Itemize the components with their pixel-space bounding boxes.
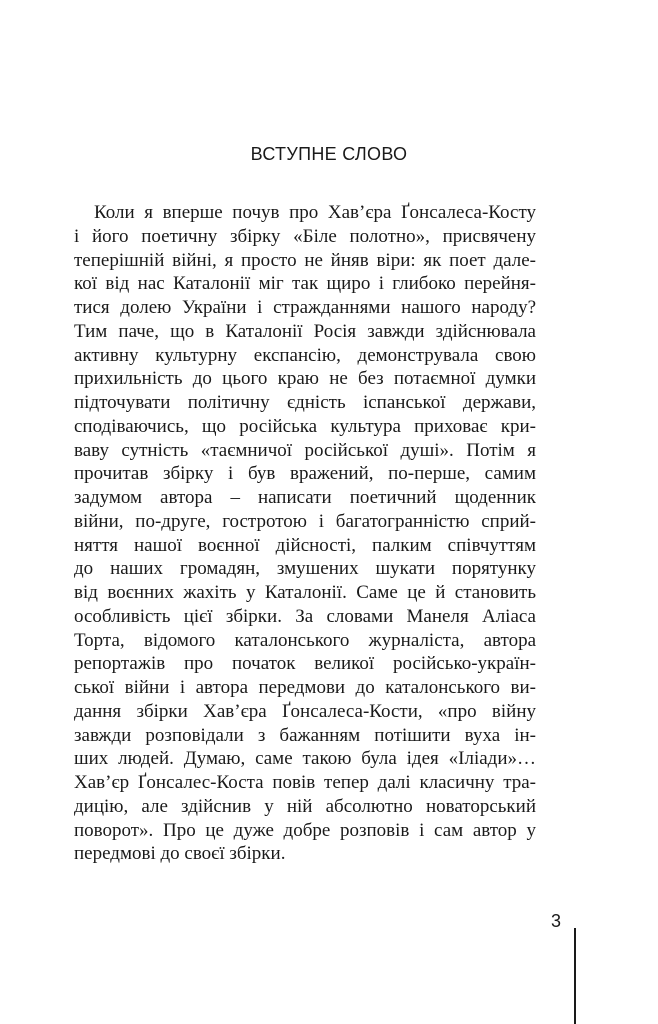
paragraph-line: війни, по-друге, гостротою і багатогранністю сприй- bbox=[74, 510, 536, 532]
paragraph-line: Хав’єр Ґонсалес-Коста повів тепер далі класичну тра- bbox=[74, 772, 536, 793]
body-paragraph bbox=[74, 201, 536, 866]
paragraph-line: репортажів про початок великої російсько-україн- bbox=[74, 653, 536, 675]
paragraph-line: Коли я вперше почув про Хав’єра Ґонсалеса-Косту bbox=[94, 202, 536, 223]
paragraph-line: кої від нас Каталонії міг так щиро і глибоко перейня- bbox=[74, 273, 536, 295]
paragraph-line: ваву сутність «таємничої російської душі». Потім я bbox=[74, 439, 536, 461]
paragraph-line: активну культурну експансію, демонструвала свою bbox=[74, 344, 536, 366]
paragraph-line: підточувати політичну єдність іспанської держави, bbox=[74, 392, 536, 413]
paragraph-line: і його поетичну збірку «Біле полотно», присвячену bbox=[74, 225, 536, 247]
paragraph-line: ших людей. Думаю, саме такою була ідея «Іліади»… bbox=[74, 748, 536, 770]
page-number: 3 bbox=[551, 911, 562, 931]
paragraph-line: сподіваючись, що російська культура приховає кри- bbox=[74, 415, 536, 437]
paragraph-line: від воєнних жахіть у Каталонії. Саме це й становить bbox=[74, 582, 536, 603]
paragraph-line: задумом автора – написати поетичний щоденник bbox=[74, 487, 536, 508]
paragraph-line: Тим паче, що в Каталонії Росія завжди здійснювала bbox=[74, 320, 536, 342]
paragraph-line: передмові до своєї збірки. bbox=[74, 843, 286, 865]
paragraph-line: теперішній війні, я просто не йняв віри: як поет дале- bbox=[74, 249, 536, 271]
chapter-heading: ВСТУПНЕ СЛОВО bbox=[250, 144, 408, 164]
paragraph-line: Торта, відомого каталонського журналіста, автора bbox=[74, 629, 536, 651]
paragraph-line: прихильність до цього краю не без потаємної думки bbox=[74, 368, 536, 390]
paragraph-line: ської війни і автора передмови до каталонського ви- bbox=[74, 677, 536, 698]
paragraph-line: тися долею України і стражданнями нашого народу? bbox=[74, 297, 536, 318]
paragraph-line: до наших громадян, змушених шукати порятунку bbox=[74, 558, 536, 580]
paragraph-line: няття нашої воєнної дійсності, палким співчуттям bbox=[74, 534, 536, 556]
paragraph-line: дицію, але здійснив у ній абсолютно новаторський bbox=[74, 795, 536, 817]
paragraph-line: дання збірки Хав’єра Ґонсалеса-Кости, «про війну bbox=[74, 700, 536, 722]
paragraph-line: особливість цієї збірки. За словами Манеля Аліаса bbox=[74, 605, 536, 627]
paragraph-line: прочитав збірку і був вражений, по-перше, самим bbox=[74, 463, 536, 485]
margin-rule bbox=[574, 928, 576, 1024]
paragraph-line: завжди розповідали з бажанням потішити вуха ін- bbox=[74, 724, 536, 746]
paragraph-line: поворот». Про це дуже добре розповів і сам автор у bbox=[74, 819, 536, 841]
